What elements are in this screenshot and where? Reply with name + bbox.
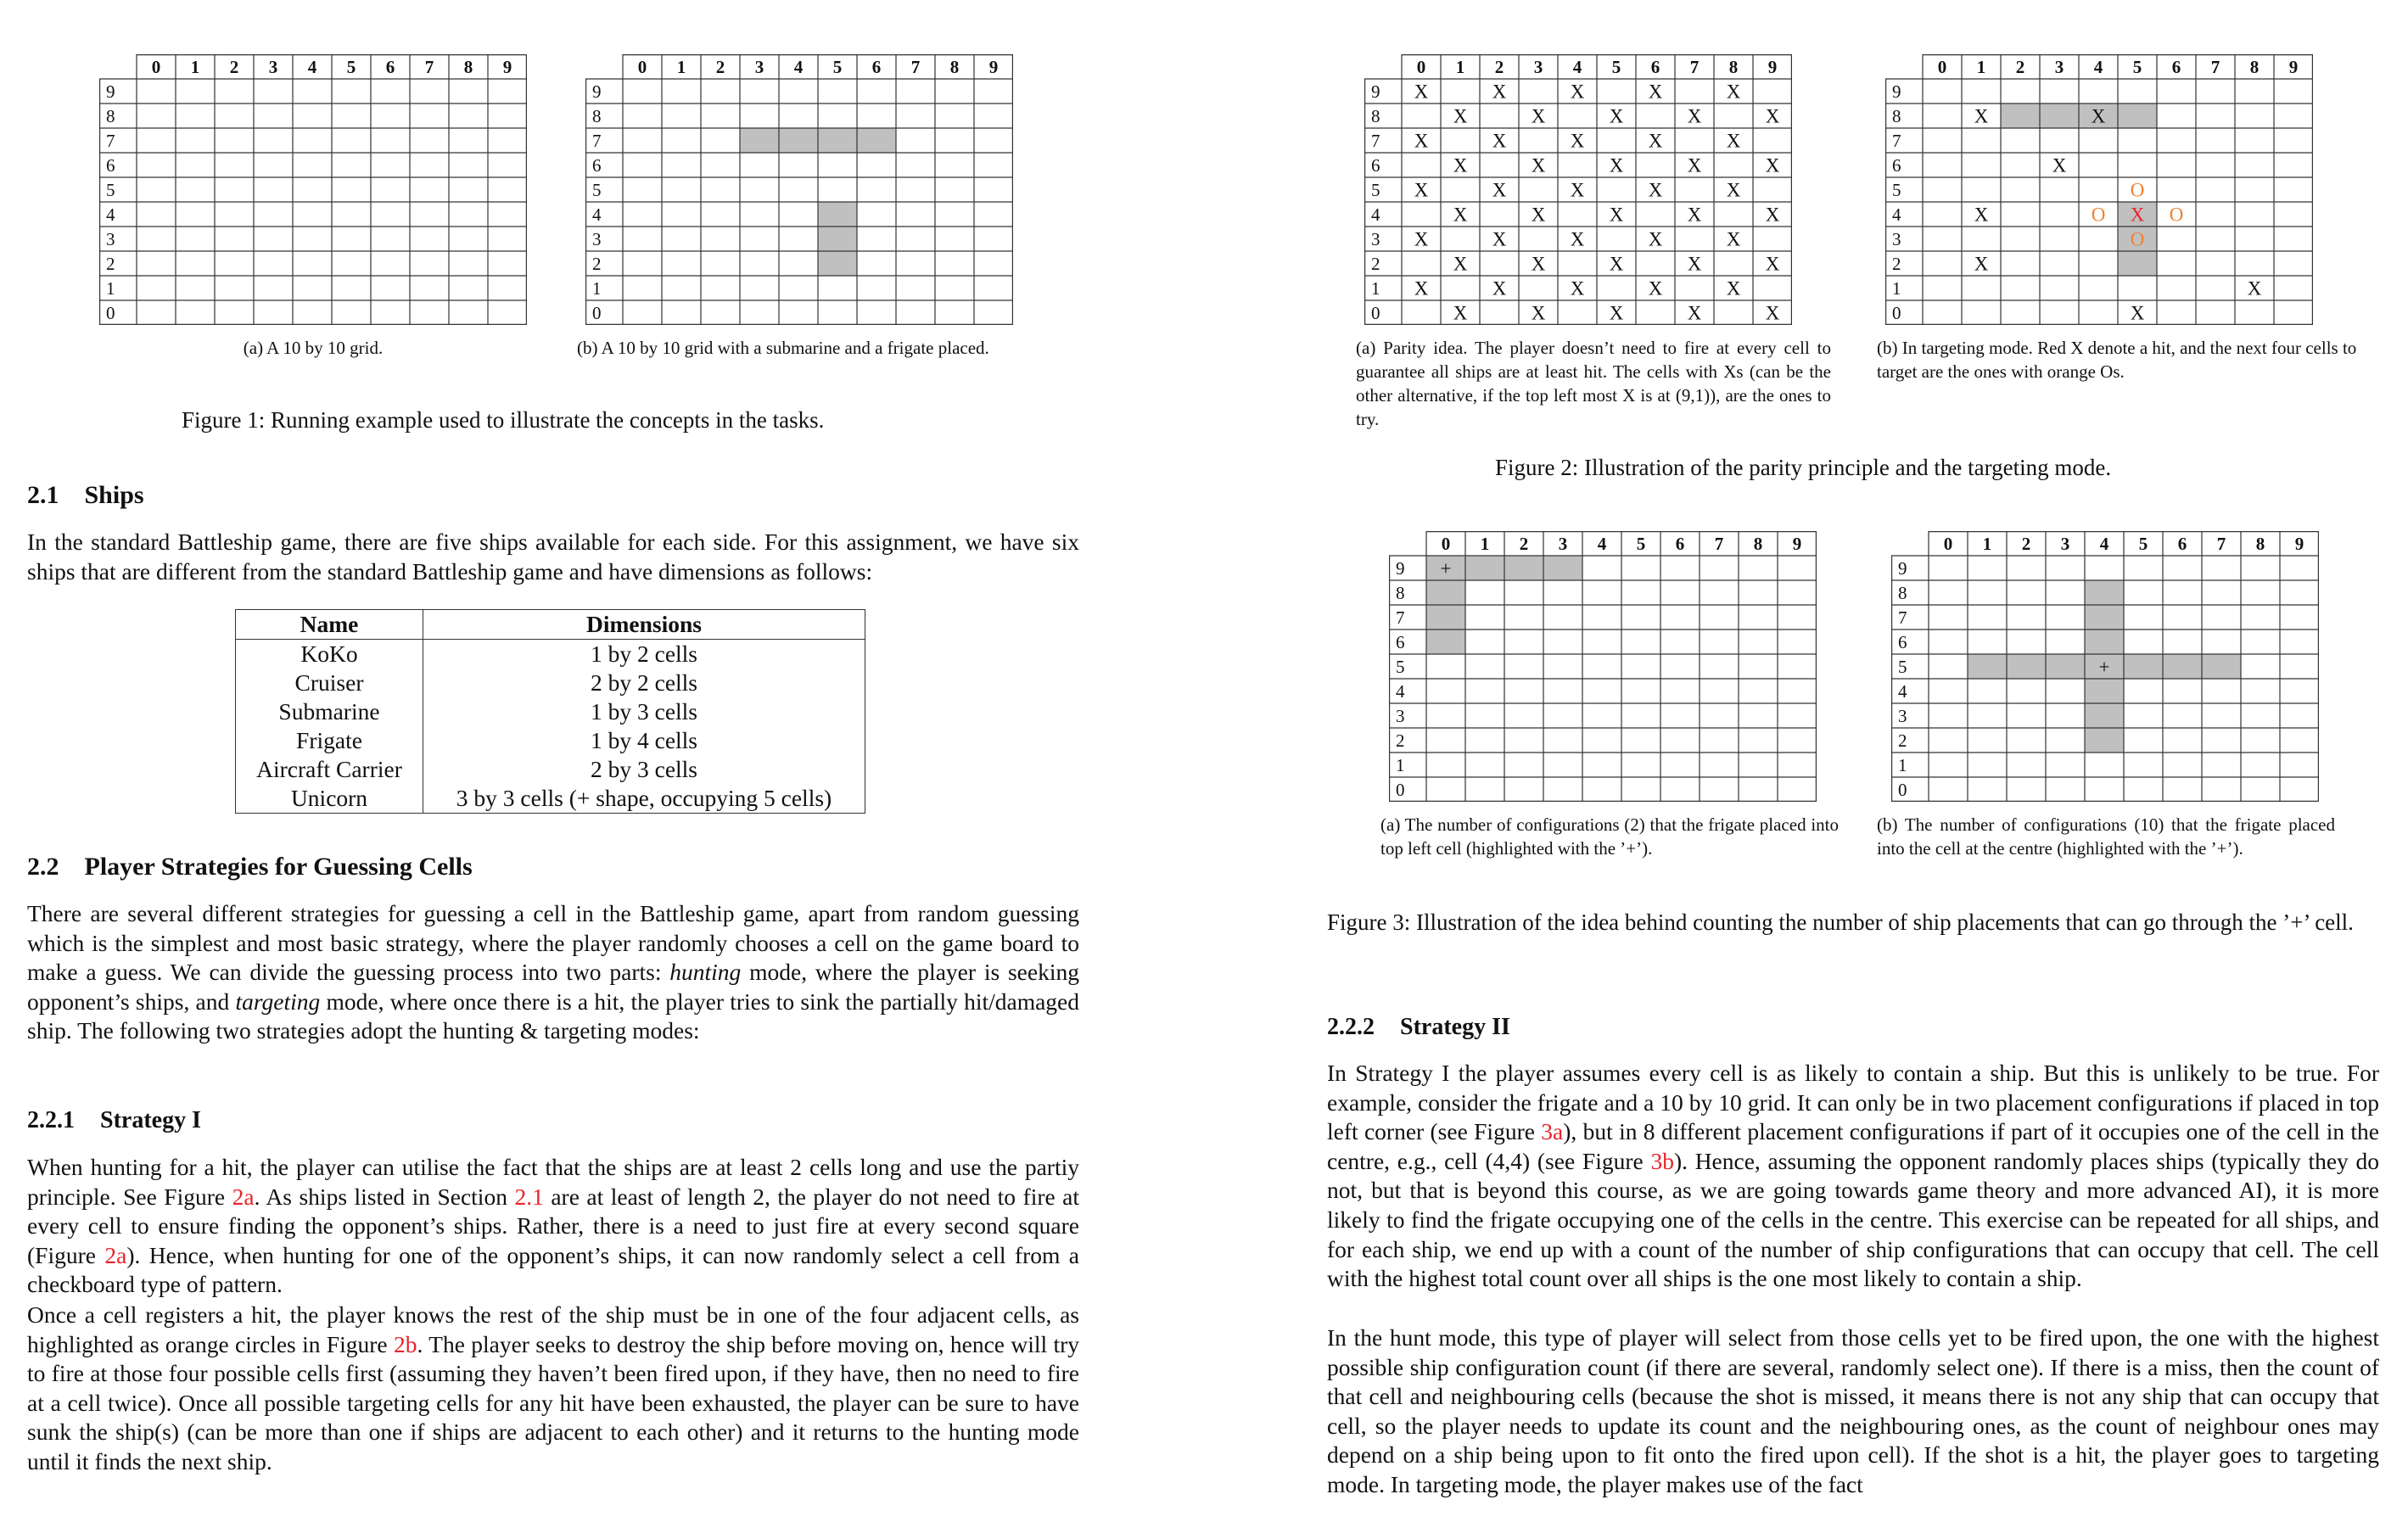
ship-table <box>235 609 865 814</box>
figure-1a-caption: (a) A 10 by 10 grid. <box>243 338 384 358</box>
grid-row-label: 2 <box>1396 730 1405 751</box>
section-number: 2.1 <box>27 481 59 509</box>
grid-row-label: 4 <box>592 204 602 225</box>
shot-marker: X <box>1609 154 1624 176</box>
grid-column-label: 4 <box>1572 56 1582 77</box>
ship-cell <box>2085 703 2124 728</box>
ship-cell <box>1426 630 1465 654</box>
ship-cell <box>2124 654 2163 679</box>
figure-3a-caption: (a) The number of configurations (2) that the frigate placed into top left cell (highlighted with the ’+’). <box>1380 814 1839 859</box>
targeting-term: targeting <box>235 988 321 1015</box>
shot-marker: X <box>1492 179 1507 201</box>
grid-row-label: 7 <box>1892 130 1901 151</box>
grid-column-label: 3 <box>268 56 278 77</box>
grid-column-label: 9 <box>502 56 512 77</box>
grid-row-label: 8 <box>1892 105 1901 126</box>
shot-marker: X <box>1453 105 1468 127</box>
ship-cell <box>2163 654 2202 679</box>
ship-cell <box>740 128 779 153</box>
grid-column-label: 9 <box>2294 533 2304 554</box>
grid-row-label: 5 <box>106 179 115 200</box>
figure-1-title: Figure 1: Running example used to illustrate the concepts in the tasks. <box>182 407 825 433</box>
grid-column-label: 7 <box>2216 533 2226 554</box>
shot-marker: X <box>1765 105 1780 127</box>
shot-marker: X <box>2091 105 2106 127</box>
grid-column-label: 4 <box>1597 533 1607 554</box>
shot-marker: X <box>1648 228 1663 250</box>
grid-row-label: 2 <box>1892 253 1901 274</box>
section-number: 2.2 <box>27 853 59 881</box>
grid-column-label: 7 <box>424 56 434 77</box>
section-2-1-link[interactable]: 2.1 <box>514 1183 544 1210</box>
grid-row-label: 2 <box>106 253 115 274</box>
grid-column-label: 6 <box>1675 533 1685 554</box>
grid-column-label: 2 <box>1519 533 1529 554</box>
shot-marker: X <box>1974 253 1989 275</box>
plus-marker: + <box>2098 656 2110 678</box>
grid-row-label: 5 <box>1892 179 1901 200</box>
section-2-2-heading <box>27 852 473 882</box>
shot-marker: X <box>1492 81 1507 103</box>
grid-row-label: 7 <box>106 130 115 151</box>
grid-column-label: 5 <box>2138 533 2148 554</box>
strategy-2-text: In Strategy I the player assumes every cell is as likely to contain a ship. But this is unlikely to be true. For example, consider the frigate and a 10 by 10 grid. It can only be in two placement configurations if placed in top left corner (see Figure <box>1327 1060 2379 1145</box>
grid-column-label: 3 <box>2054 56 2064 77</box>
grid-column-label: 9 <box>1792 533 1802 554</box>
target-marker: O <box>2130 179 2145 201</box>
shot-marker: X <box>2247 277 2262 299</box>
figure-3b-grid <box>1891 531 2319 806</box>
ship-cell <box>2001 104 2040 128</box>
section-2-2-1-heading <box>27 1106 201 1135</box>
grid-row-label: 0 <box>1396 779 1405 800</box>
strategy-1-text: are at least of length 2, the player do not need to fire at every cell to ensure finding the opponent’s ships. Rather, there is a need to just fire at every second square (Figure <box>27 1183 1080 1268</box>
grid-row-label: 8 <box>1396 582 1405 603</box>
ship-cell <box>1426 605 1465 630</box>
grid-row-label: 5 <box>1898 656 1907 677</box>
strategy-1-paragraph-2 <box>27 1301 1079 1477</box>
grid-column-label: 8 <box>2255 533 2265 554</box>
ships-intro-paragraph: In the standard Battleship game, there are five ships available for each side. For this assignment, we have six ships that are different from the standard Battleship game and have dimensions as follows: <box>27 529 1079 585</box>
grid-column-label: 4 <box>307 56 317 77</box>
shot-marker: X <box>1570 179 1585 201</box>
grid-row-label: 9 <box>592 81 602 102</box>
ship-cell <box>2085 630 2124 654</box>
figure-2a-grid <box>1364 54 1792 329</box>
section-title: Player Strategies for Guessing Cells <box>84 853 473 881</box>
grid-column-label: 1 <box>190 56 200 77</box>
grid-column-label: 6 <box>2177 533 2187 554</box>
grid-row-label: 9 <box>1371 81 1380 102</box>
grid-row-label: 9 <box>106 81 115 102</box>
strategy-1-text: When hunting for a hit, the player can utilise the fact that the ships are at least 2 cells long and use the partiy principle. See Figure <box>27 1154 1079 1210</box>
shot-marker: X <box>1687 154 1702 176</box>
grid-row-label: 3 <box>1371 228 1380 249</box>
strategies-text: mode, where once there is a hit, the player tries to sink the partially hit/damaged ship. The following two strategies adopt the hunting & targeting modes: <box>27 988 1079 1044</box>
section-number: 2.2.1 <box>27 1107 75 1133</box>
grid-column-label: 5 <box>346 56 356 77</box>
ship-cell <box>1504 556 1543 580</box>
shot-marker: X <box>1531 204 1546 226</box>
shot-marker: X <box>1492 228 1507 250</box>
shot-marker: X <box>1414 277 1429 299</box>
shot-marker: X <box>1414 130 1429 152</box>
ship-name: Frigate <box>236 726 423 755</box>
ship-cell <box>1426 580 1465 605</box>
strategy-1-text: . The player seeks to destroy the ship before moving on, hence will try to fire at those four possible cells first (assuming they haven’t been fired upon, if they have, then no need to fire at a cell twice). Once all possible targeting cells for any hit have been exhausted, the player can be sure to have sunk the ship(s) (can be more than one if ships are adjacent to each other) and it returns to the hunting mode until it finds the next ship. <box>27 1330 1079 1474</box>
figure-3a-link[interactable]: 3a <box>1541 1118 1564 1145</box>
shot-marker: X <box>1531 302 1546 324</box>
grid-row-label: 4 <box>1892 204 1901 225</box>
ship-cell <box>818 128 857 153</box>
grid-column-label: 9 <box>2288 56 2299 77</box>
target-marker: O <box>2091 204 2106 226</box>
strategy-2-text: ). Hence, assuming the opponent randomly places ships (typically they do not, but that is beyond this course, as we are going towards game theory and more advanced AI), it is more likely to find the frigate occupying one of the cells in the centre. This exercise can be repeated for all ships, and for each ship, we end up with a count of the number of ship configurations that can occupy that cell. The cell with the highest total count over all ships is the one most likely to contain a ship. <box>1327 1147 2380 1292</box>
figure-2-title: Figure 2: Illustration of the parity principle and the targeting mode. <box>1495 455 2112 480</box>
ship-dimensions: 3 by 3 cells (+ shape, occupying 5 cells) <box>423 784 865 814</box>
figure-2b-link[interactable]: 2b <box>393 1330 417 1357</box>
grid-column-label: 3 <box>2060 533 2070 554</box>
grid-column-label: 2 <box>229 56 239 77</box>
section-2-2-2-heading <box>1327 1013 1510 1042</box>
shot-marker: X <box>1570 130 1585 152</box>
ship-cell <box>1543 556 1582 580</box>
plus-marker: + <box>1440 557 1452 579</box>
grid-row-label: 3 <box>106 228 115 249</box>
ship-cell <box>2118 104 2157 128</box>
shot-marker: X <box>1765 154 1780 176</box>
figure-3b-link[interactable]: 3b <box>1650 1147 1674 1174</box>
grid-column-label: 2 <box>2021 533 2031 554</box>
grid-column-label: 0 <box>1441 533 1451 554</box>
grid-row-label: 1 <box>592 277 602 299</box>
grid-row-label: 7 <box>1898 607 1907 628</box>
shot-marker: X <box>1687 105 1702 127</box>
grid-row-label: 1 <box>1892 277 1901 299</box>
grid-row-label: 8 <box>592 105 602 126</box>
figure-2a-caption: (a) Parity idea. The player doesn’t need to fire at every cell to guarantee all ships are at least hit. The cells with Xs (can be the other alternative, if the top left most X is at (9,1)), are the ones to try. <box>1356 338 1831 429</box>
grid-row-label: 5 <box>1396 656 1405 677</box>
grid-column-label: 1 <box>1976 56 1986 77</box>
shot-marker: X <box>1648 130 1663 152</box>
grid-column-label: 7 <box>910 56 921 77</box>
strategy-1-text: ). Hence, when hunting for one of the opponent’s ships, it can now randomly select a cell from a checkboard type of pattern. <box>27 1241 1079 1298</box>
grid-row-label: 1 <box>106 277 115 299</box>
grid-column-label: 5 <box>1611 56 1621 77</box>
shot-marker: X <box>1726 277 1741 299</box>
section-title: Strategy II <box>1400 1014 1510 1040</box>
grid-column-label: 7 <box>1714 533 1724 554</box>
shot-marker: X <box>1414 179 1429 201</box>
grid-column-label: 2 <box>2015 56 2025 77</box>
shot-marker: X <box>1726 130 1741 152</box>
shot-marker: X <box>1570 228 1585 250</box>
hunting-term: hunting <box>669 959 742 986</box>
figure-3a-grid <box>1389 531 1817 806</box>
shot-marker: X <box>1492 130 1507 152</box>
grid-column-label: 1 <box>676 56 686 77</box>
grid-column-label: 0 <box>1937 56 1947 77</box>
ship-cell <box>2085 580 2124 605</box>
grid-row-label: 6 <box>106 154 115 176</box>
shot-marker: X <box>1648 179 1663 201</box>
shot-marker: X <box>1570 277 1585 299</box>
shot-marker: X <box>1974 204 1989 226</box>
grid-column-label: 8 <box>1728 56 1739 77</box>
ship-table-header-dimensions: Dimensions <box>423 610 865 640</box>
shot-marker: X <box>1453 204 1468 226</box>
section-title: Ships <box>84 481 144 509</box>
shot-marker: X <box>1570 81 1585 103</box>
shot-marker: X <box>1648 277 1663 299</box>
shot-marker: X <box>1687 253 1702 275</box>
shot-marker: X <box>2052 154 2067 176</box>
shot-marker: X <box>1531 105 1546 127</box>
grid-row-label: 3 <box>592 228 602 249</box>
grid-row-label: 6 <box>592 154 602 176</box>
figure-2b-grid <box>1885 54 2313 329</box>
grid-row-label: 6 <box>1898 631 1907 652</box>
strategy-1-paragraph-1 <box>27 1153 1079 1300</box>
section-2-1-heading <box>27 480 144 511</box>
shot-marker: X <box>1531 154 1546 176</box>
shot-marker: X <box>1414 228 1429 250</box>
grid-row-label: 4 <box>1371 204 1380 225</box>
grid-column-label: 7 <box>2210 56 2220 77</box>
grid-row-label: 5 <box>592 179 602 200</box>
grid-column-label: 6 <box>385 56 395 77</box>
figure-3b-caption: (b) The number of configurations (10) that the frigate placed into the cell at the centre (highlighted with the ’+’). <box>1877 814 2335 859</box>
ship-cell <box>2118 251 2157 276</box>
grid-row-label: 9 <box>1892 81 1901 102</box>
grid-row-label: 8 <box>106 105 115 126</box>
strategy-1-text: Once a cell registers a hit, the player knows the rest of the ship must be in one of the four adjacent cells, as highlighted as orange circles in Figure <box>27 1301 1079 1357</box>
grid-row-label: 9 <box>1898 557 1907 579</box>
strategy-1-text: . As ships listed in Section <box>254 1183 507 1210</box>
figure-1b-caption: (b) A 10 by 10 grid with a submarine and a frigate placed. <box>577 338 989 358</box>
figure-2a-link[interactable]: 2a <box>232 1183 255 1210</box>
grid-row-label: 2 <box>1898 730 1907 751</box>
grid-column-label: 3 <box>754 56 764 77</box>
grid-column-label: 8 <box>2249 56 2260 77</box>
grid-row-label: 0 <box>106 302 115 323</box>
figure-2b-caption: (b) In targeting mode. Red X denote a hit, and the next four cells to target are the ones with orange Os. <box>1877 338 2357 382</box>
ship-cell <box>818 202 857 227</box>
hit-marker: X <box>2130 204 2145 226</box>
ship-dimensions: 2 by 3 cells <box>423 755 865 784</box>
shot-marker: X <box>1414 81 1429 103</box>
strategies-text: mode, where the player is seeking opponent’s ships, and <box>27 959 1079 1015</box>
section-number: 2.2.2 <box>1327 1014 1375 1040</box>
ship-cell <box>2007 654 2046 679</box>
strategy-2-paragraph-2: In the hunt mode, this type of player will select from those cells yet to be fired upon, the one with the highest possible ship configuration count (if there are several, randomly select one). If there is a miss, then the count of that cell and neighbouring cells (because the shot is missed, it means there is not any ship that can occupy that cell, so the player needs to update its count and the neighbouring ones, as the count of neighbour ones may depend on a ship being upon to fit onto the fired upon cell). If the shot is a hit, the player goes to targeting mode. In targeting mode, the player makes use of the fact <box>1327 1324 2379 1497</box>
strategy-2-paragraph-1 <box>1327 1059 2379 1294</box>
strategy-2-text: ), but in 8 different placement configurations if part of it occupies one of the cell in the centre, e.g., cell (4,4) (see Figure <box>1327 1118 2380 1174</box>
grid-row-label: 9 <box>1396 557 1405 579</box>
shot-marker: X <box>1726 228 1741 250</box>
ship-cell <box>2046 654 2085 679</box>
shot-marker: X <box>1453 302 1468 324</box>
grid-row-label: 4 <box>106 204 115 225</box>
grid-row-label: 7 <box>1396 607 1405 628</box>
grid-column-label: 1 <box>1982 533 1992 554</box>
grid-row-label: 1 <box>1898 754 1907 775</box>
grid-row-label: 1 <box>1371 277 1380 299</box>
ship-name: Aircraft Carrier <box>236 755 423 784</box>
ship-dimensions: 1 by 4 cells <box>423 726 865 755</box>
ship-cell <box>2085 728 2124 753</box>
ship-cell <box>857 128 896 153</box>
grid-column-label: 4 <box>2099 533 2109 554</box>
shot-marker: X <box>1492 277 1507 299</box>
shot-marker: X <box>1765 302 1780 324</box>
ship-name: KoKo <box>236 640 423 669</box>
grid-row-label: 0 <box>592 302 602 323</box>
ship-cell <box>1465 556 1504 580</box>
target-marker: O <box>2169 204 2184 226</box>
grid-row-label: 4 <box>1396 680 1405 702</box>
grid-column-label: 8 <box>1753 533 1763 554</box>
grid-row-label: 3 <box>1898 705 1907 726</box>
figure-2a-link[interactable]: 2a <box>104 1241 127 1268</box>
grid-column-label: 4 <box>793 56 804 77</box>
grid-column-label: 0 <box>1943 533 1953 554</box>
shot-marker: X <box>1974 105 1989 127</box>
ship-cell <box>2202 654 2241 679</box>
grid-column-label: 2 <box>1494 56 1504 77</box>
ship-cell <box>2085 679 2124 703</box>
grid-row-label: 0 <box>1371 302 1380 323</box>
grid-row-label: 0 <box>1898 779 1907 800</box>
shot-marker: X <box>1687 302 1702 324</box>
grid-column-label: 8 <box>949 56 960 77</box>
grid-column-label: 5 <box>2132 56 2142 77</box>
strategies-text: There are several different strategies for guessing a cell in the Battleship game, apart from random guessing which is the simplest and most basic strategy, where the player randomly chooses a cell on the game board to make a guess. We can divide the guessing process into two parts: <box>27 900 1079 986</box>
ship-cell <box>818 251 857 276</box>
grid-column-label: 6 <box>1650 56 1660 77</box>
section-title: Strategy I <box>100 1107 201 1133</box>
shot-marker: X <box>1687 204 1702 226</box>
ship-cell <box>2085 605 2124 630</box>
grid-row-label: 5 <box>1371 179 1380 200</box>
ship-name: Submarine <box>236 697 423 726</box>
grid-column-label: 4 <box>2093 56 2103 77</box>
ship-cell <box>2040 104 2079 128</box>
ship-dimensions: 2 by 2 cells <box>423 669 865 697</box>
figure-3-title: Figure 3: Illustration of the idea behind counting the number of ship placements that can go through the ’+’ cell. <box>1327 909 2354 935</box>
figure-1a-grid <box>99 54 527 329</box>
grid-row-label: 8 <box>1371 105 1380 126</box>
shot-marker: X <box>2130 302 2145 324</box>
grid-row-label: 1 <box>1396 754 1405 775</box>
ship-name: Unicorn <box>236 784 423 814</box>
shot-marker: X <box>1609 204 1624 226</box>
grid-row-label: 8 <box>1898 582 1907 603</box>
figure-1b-grid <box>585 54 1013 329</box>
shot-marker: X <box>1765 204 1780 226</box>
ship-dimensions: 1 by 3 cells <box>423 697 865 726</box>
grid-row-label: 3 <box>1396 705 1405 726</box>
grid-row-label: 2 <box>1371 253 1380 274</box>
shot-marker: X <box>1531 253 1546 275</box>
grid-row-label: 3 <box>1892 228 1901 249</box>
grid-row-label: 6 <box>1371 154 1380 176</box>
ship-name: Cruiser <box>236 669 423 697</box>
grid-row-label: 7 <box>592 130 602 151</box>
grid-column-label: 9 <box>988 56 999 77</box>
strategies-intro-paragraph <box>27 899 1079 1046</box>
grid-column-label: 9 <box>1767 56 1778 77</box>
grid-column-label: 7 <box>1689 56 1700 77</box>
shot-marker: X <box>1609 253 1624 275</box>
shot-marker: X <box>1726 179 1741 201</box>
grid-row-label: 0 <box>1892 302 1901 323</box>
grid-column-label: 1 <box>1480 533 1490 554</box>
ship-cell <box>779 128 818 153</box>
grid-row-label: 2 <box>592 253 602 274</box>
grid-column-label: 0 <box>1416 56 1426 77</box>
grid-column-label: 2 <box>715 56 725 77</box>
ship-dimensions: 1 by 2 cells <box>423 640 865 669</box>
grid-row-label: 7 <box>1371 130 1380 151</box>
ship-cell <box>818 227 857 251</box>
grid-row-label: 4 <box>1898 680 1907 702</box>
grid-column-label: 1 <box>1455 56 1465 77</box>
grid-column-label: 3 <box>1533 56 1543 77</box>
shot-marker: X <box>1609 105 1624 127</box>
shot-marker: X <box>1609 302 1624 324</box>
grid-row-label: 6 <box>1396 631 1405 652</box>
ship-table-header-name: Name <box>236 610 423 640</box>
grid-column-label: 3 <box>1558 533 1568 554</box>
grid-column-label: 5 <box>1636 533 1646 554</box>
ship-cell <box>1968 654 2007 679</box>
grid-column-label: 5 <box>832 56 843 77</box>
grid-column-label: 6 <box>2171 56 2181 77</box>
shot-marker: X <box>1648 81 1663 103</box>
grid-column-label: 0 <box>151 56 161 77</box>
shot-marker: X <box>1453 154 1468 176</box>
grid-row-label: 6 <box>1892 154 1901 176</box>
grid-column-label: 8 <box>463 56 473 77</box>
shot-marker: X <box>1726 81 1741 103</box>
grid-column-label: 0 <box>637 56 647 77</box>
grid-column-label: 6 <box>871 56 882 77</box>
shot-marker: X <box>1453 253 1468 275</box>
shot-marker: X <box>1765 253 1780 275</box>
target-marker: O <box>2130 228 2145 250</box>
